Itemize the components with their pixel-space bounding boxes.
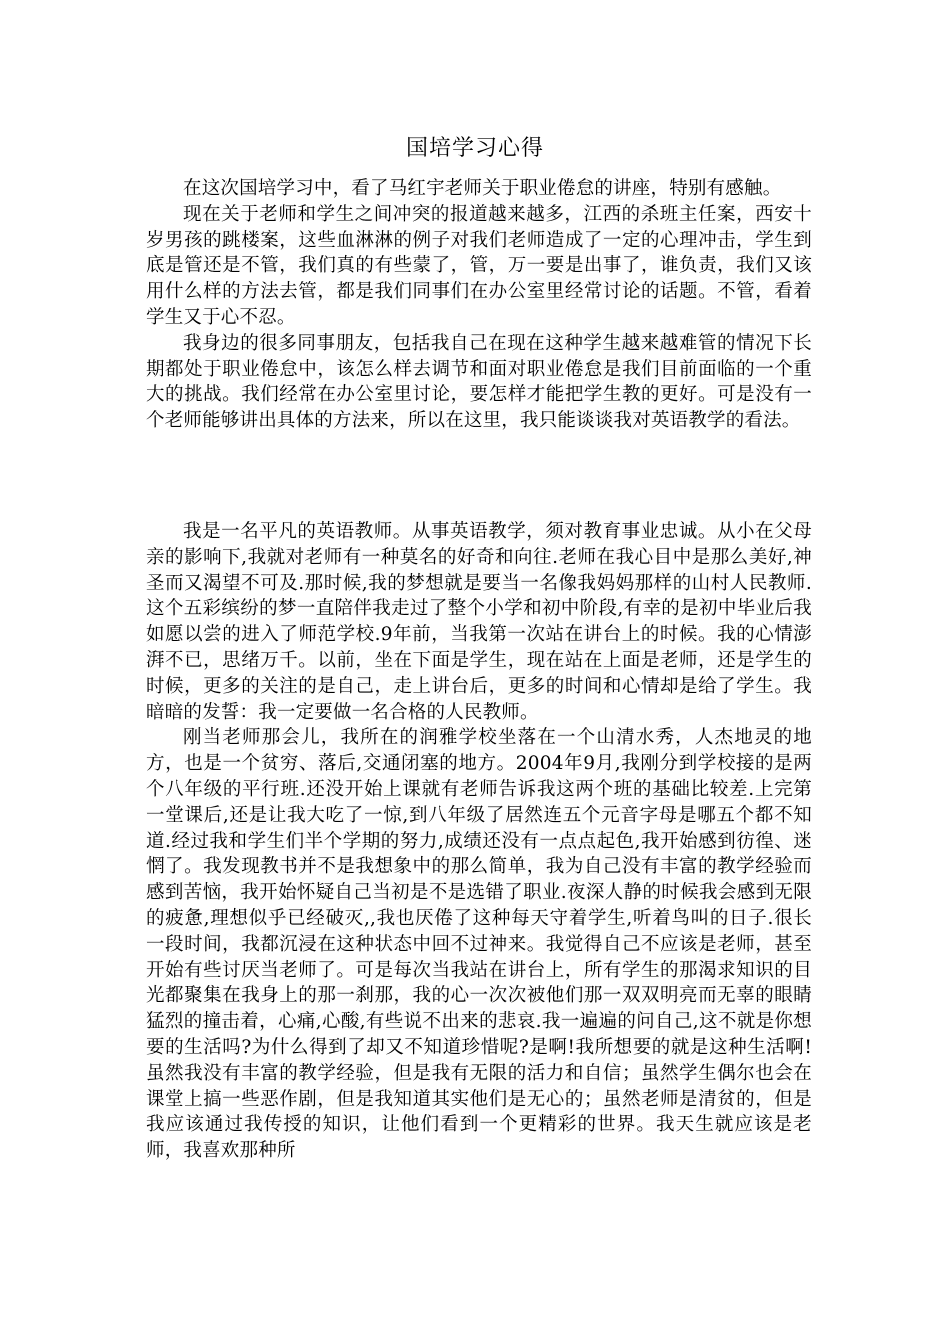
document-title: 国培学习心得 bbox=[405, 136, 544, 161]
paragraph: 刚当老师那会儿，我所在的润雅学校坐落在一个山清水秀，人杰地灵的地方，也是一个贫穷、落后,交通闭塞的地方。2004年9月,我刚分到学校接的是两个八年级的平行班.还没开始上课就有老师告诉我这两个班的基础比较差.上完第一堂课后,还是让我大吃了一惊,到八年级了居然连五个元音字母是哪五个都不知道.经过我和学生们半个学期的努力,成绩还没有一点点起色,我开始感到彷徨、迷惘了。我发现教书并不是我想象中的那么简单，我为自己没有丰富的教学经验而感到苦恼，我开始怀疑自己当初是不是选错了职业.夜深人静的时候我会感到无限的疲惫,理想似乎已经破灭,,我也厌倦了这种每天守着学生,听着鸟叫的日子.很长一段时间，我都沉浸在这种状态中回不过神来。我觉得自己不应该是老师，甚至开始有些讨厌当老师了。可是每次当我站在讲台上，所有学生的那渴求知识的目光都聚集在我身上的那一刹那，我的心一次次被他们那一双双明亮而无辜的眼睛猛烈的撞击着，心痛,心酸,有些说不出来的悲哀.我一遍遍的问自己,这不就是你想要的生活吗?为什么得到了却又不知道珍惜呢?是啊!我所想要的就是这种生活啊!虽然我没有丰富的教学经验，但是我有无限的活力和自信；虽然学生偶尔也会在课堂上搞一些恶作剧，但是我知道其实他们是无心的；虽然老师是清贫的，但是我应该通过我传授的知识，让他们看到一个更精彩的世界。我天生就应该是老师，我喜欢那种所 bbox=[146, 727, 812, 1162]
intro-section bbox=[146, 176, 812, 434]
paragraph: 现在关于老师和学生之间冲突的报道越来越多，江西的杀班主任案，西安十岁男孩的跳楼案，这些血淋淋的例子对我们老师造成了一定的心理冲击，学生到底是管还是不管，我们真的有些蒙了，管，万一要是出事了，谁负责，我们又该用什么样的方法去管，都是我们同事们在办公室里经常讨论的话题。不管，看着学生又于心不忍。 bbox=[146, 203, 812, 328]
paragraph: 在这次国培学习中，看了马红宇老师关于职业倦怠的讲座，特别有感触。 bbox=[183, 178, 782, 199]
paragraph: 我身边的很多同事朋友，包括我自己在现在这种学生越来越难管的情况下长期都处于职业倦怠中，该怎么样去调节和面对职业倦怠是我们目前面临的一个重大的挑战。我们经常在办公室里讨论，要怎样才能把学生教的更好。可是没有一个老师能够讲出具体的方法来，所以在这里，我只能谈谈我对英语教学的看法。 bbox=[146, 332, 812, 432]
story-section bbox=[146, 519, 812, 1164]
paragraph: 我是一名平凡的英语教师。从事英语教学，须对教育事业忠诚。从小在父母亲的影响下,我就对老师有一种莫名的好奇和向往.老师在我心目中是那么美好,神圣而又渴望不可及.那时候,我的梦想就是要当一名像我妈妈那样的山村人民教师.这个五彩缤纷的梦一直陪伴我走过了整个小学和初中阶段,有幸的是初中毕业后我如愿以尝的进入了师范学校.9年前，当我第一次站在讲台上的时候。我的心情澎湃不已，思绪万千。以前，坐在下面是学生，现在站在上面是老师，还是学生的时候，更多的关注的是自己，走上讲台后，更多的时间和心情却是给了学生。我暗暗的发誓：我一定要做一名合格的人民教师。 bbox=[146, 521, 812, 723]
